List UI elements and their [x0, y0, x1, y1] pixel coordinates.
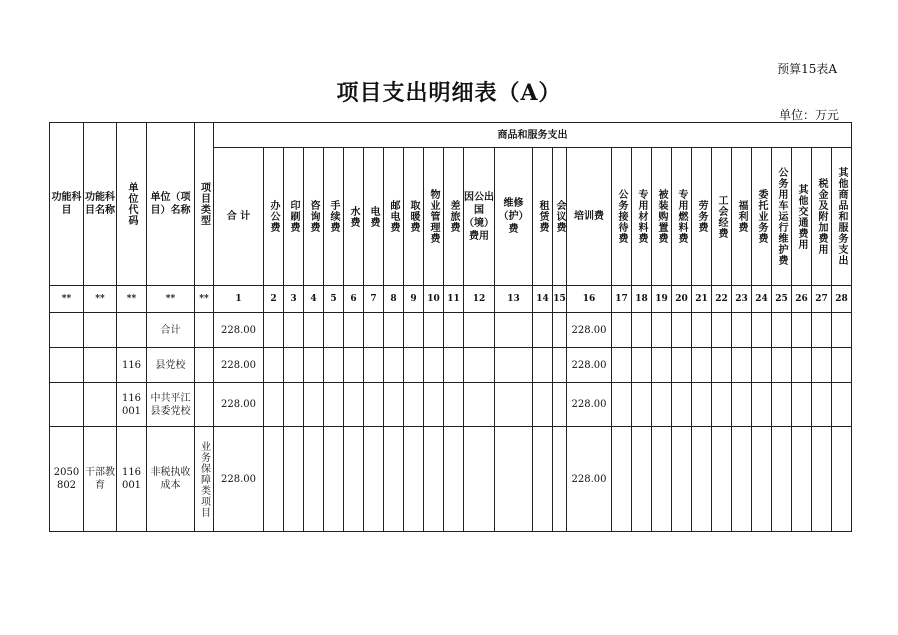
cell-empty [732, 383, 752, 427]
cell-training: 228.00 [567, 427, 612, 532]
cell-empty [612, 383, 632, 427]
cell-empty [533, 313, 553, 348]
cell-total: 228.00 [214, 427, 264, 532]
cell-total: 228.00 [214, 383, 264, 427]
col-item: 物业管理费 [424, 148, 444, 286]
cell-empty [404, 348, 424, 383]
cell-empty [692, 383, 712, 427]
col-number: 10 [424, 286, 444, 313]
cell-empty [612, 313, 632, 348]
col-item: 办公费 [264, 148, 284, 286]
cell-total: 228.00 [214, 313, 264, 348]
cell-empty [553, 348, 567, 383]
cell-empty [652, 348, 672, 383]
col-number: 2 [264, 286, 284, 313]
cell-empty [284, 383, 304, 427]
cell-empty [424, 313, 444, 348]
cell-func-subject [50, 383, 84, 427]
cell-empty [284, 427, 304, 532]
cell-empty [553, 427, 567, 532]
cell-empty [444, 348, 464, 383]
col-item: 被装购置费 [652, 148, 672, 286]
cell-project-type: 业务保障类项目 [195, 427, 214, 532]
cell-empty [533, 383, 553, 427]
col-number: 7 [364, 286, 384, 313]
col-number: 28 [832, 286, 852, 313]
col-number: 14 [533, 286, 553, 313]
cell-empty [364, 383, 384, 427]
cell-empty [692, 348, 712, 383]
cell-empty [344, 313, 364, 348]
cell-empty [792, 427, 812, 532]
col-item: 租赁费 [533, 148, 553, 286]
cell-empty [404, 313, 424, 348]
cell-empty [324, 383, 344, 427]
cell-empty [632, 348, 652, 383]
col-total: 合 计 [214, 148, 264, 286]
col-number: 23 [732, 286, 752, 313]
col-number: 1 [214, 286, 264, 313]
col-item: 水费 [344, 148, 364, 286]
cell-empty [464, 313, 495, 348]
cell-unit-name: 合计 [147, 313, 195, 348]
col-item: 维修（护）费 [495, 148, 533, 286]
cell-unit-code: 116 [117, 348, 147, 383]
col-item: 电费 [364, 148, 384, 286]
cell-empty [304, 427, 324, 532]
cell-empty [404, 427, 424, 532]
cell-empty [495, 383, 533, 427]
cell-empty [692, 427, 712, 532]
cell-empty [672, 383, 692, 427]
cell-empty [792, 313, 812, 348]
col-item: 劳务费 [692, 148, 712, 286]
col-func-subject: 功能科目 [50, 123, 84, 286]
col-item: 公务用车运行维护费 [772, 148, 792, 286]
cell-empty [772, 313, 792, 348]
col-number: 18 [632, 286, 652, 313]
cell-empty [364, 313, 384, 348]
cell-empty [792, 383, 812, 427]
cell-empty [732, 313, 752, 348]
cell-empty [495, 348, 533, 383]
col-number: 16 [567, 286, 612, 313]
col-marker: ** [50, 286, 84, 313]
cell-empty [772, 427, 792, 532]
cell-empty [712, 427, 732, 532]
col-number: 21 [692, 286, 712, 313]
cell-empty [752, 348, 772, 383]
col-item: 差旅费 [444, 148, 464, 286]
cell-training: 228.00 [567, 348, 612, 383]
cell-empty [424, 383, 444, 427]
cell-empty [712, 313, 732, 348]
col-number: 6 [344, 286, 364, 313]
cell-func-subject-name: 干部教育 [84, 427, 117, 532]
cell-empty [533, 348, 553, 383]
col-number: 11 [444, 286, 464, 313]
col-item: 邮电费 [384, 148, 404, 286]
cell-empty [812, 348, 832, 383]
col-project-type: 项目类型 [195, 123, 214, 286]
cell-func-subject-name [84, 313, 117, 348]
cell-empty [632, 383, 652, 427]
cell-empty [712, 383, 732, 427]
cell-empty [652, 383, 672, 427]
cell-training: 228.00 [567, 313, 612, 348]
col-number: 27 [812, 286, 832, 313]
cell-func-subject-name [84, 348, 117, 383]
cell-empty [832, 348, 852, 383]
col-number: 5 [324, 286, 344, 313]
cell-empty [304, 313, 324, 348]
cell-empty [495, 313, 533, 348]
cell-empty [553, 313, 567, 348]
col-marker: ** [84, 286, 117, 313]
cell-empty [832, 427, 852, 532]
cell-empty [812, 313, 832, 348]
cell-project-type [195, 383, 214, 427]
cell-empty [652, 313, 672, 348]
cell-unit-code: 116 001 [117, 427, 147, 532]
col-number: 13 [495, 286, 533, 313]
col-item: 其他交通费用 [792, 148, 812, 286]
cell-empty [404, 383, 424, 427]
cell-empty [464, 427, 495, 532]
col-item: 因公出国（境）费用 [464, 148, 495, 286]
cell-func-subject [50, 348, 84, 383]
col-item: 工会经费 [712, 148, 732, 286]
cell-empty [692, 313, 712, 348]
col-group-goods-services: 商品和服务支出 [214, 123, 852, 148]
col-number: 9 [404, 286, 424, 313]
cell-empty [612, 348, 632, 383]
cell-empty [772, 383, 792, 427]
col-number: 15 [553, 286, 567, 313]
col-number: 12 [464, 286, 495, 313]
cell-empty [752, 313, 772, 348]
cell-empty [364, 427, 384, 532]
col-item: 其他商品和服务支出 [832, 148, 852, 286]
cell-empty [384, 348, 404, 383]
cell-empty [324, 427, 344, 532]
cell-project-type [195, 313, 214, 348]
cell-empty [264, 313, 284, 348]
col-item: 咨询费 [304, 148, 324, 286]
col-item: 公务接待费 [612, 148, 632, 286]
col-func-subject-name: 功能科目名称 [84, 123, 117, 286]
cell-empty [424, 427, 444, 532]
cell-empty [264, 427, 284, 532]
cell-empty [772, 348, 792, 383]
col-item: 专用燃料费 [672, 148, 692, 286]
cell-empty [384, 427, 404, 532]
cell-empty [344, 383, 364, 427]
cell-empty [832, 313, 852, 348]
col-number: 8 [384, 286, 404, 313]
cell-empty [384, 313, 404, 348]
cell-empty [495, 427, 533, 532]
cell-empty [553, 383, 567, 427]
cell-empty [304, 348, 324, 383]
col-number: 20 [672, 286, 692, 313]
cell-empty [732, 348, 752, 383]
cell-empty [672, 348, 692, 383]
doc-code: 预算15表A [777, 62, 837, 76]
cell-empty [444, 313, 464, 348]
cell-empty [444, 427, 464, 532]
col-unit-code: 单位代码 [117, 123, 147, 286]
cell-empty [364, 348, 384, 383]
col-item: 税金及附加费用 [812, 148, 832, 286]
cell-empty [444, 383, 464, 427]
col-marker: ** [117, 286, 147, 313]
cell-unit-name: 中共平江县委党校 [147, 383, 195, 427]
col-item: 印刷费 [284, 148, 304, 286]
cell-empty [344, 348, 364, 383]
cell-empty [424, 348, 444, 383]
col-marker: ** [195, 286, 214, 313]
cell-empty [464, 348, 495, 383]
col-number: 26 [792, 286, 812, 313]
col-number: 4 [304, 286, 324, 313]
cell-empty [832, 383, 852, 427]
cell-empty [792, 348, 812, 383]
cell-unit-name: 县党校 [147, 348, 195, 383]
col-item: 取暖费 [404, 148, 424, 286]
cell-empty [812, 383, 832, 427]
col-unit-name: 单位（项目）名称 [147, 123, 195, 286]
cell-empty [672, 313, 692, 348]
col-number: 22 [712, 286, 732, 313]
col-number: 19 [652, 286, 672, 313]
cell-empty [324, 313, 344, 348]
cell-unit-code [117, 313, 147, 348]
cell-empty [384, 383, 404, 427]
cell-empty [612, 427, 632, 532]
cell-total: 228.00 [214, 348, 264, 383]
cell-empty [284, 313, 304, 348]
cell-empty [752, 383, 772, 427]
cell-unit-name: 非税执收成本 [147, 427, 195, 532]
cell-empty [304, 383, 324, 427]
cell-empty [284, 348, 304, 383]
cell-empty [324, 348, 344, 383]
col-item: 委托业务费 [752, 148, 772, 286]
col-number: 24 [752, 286, 772, 313]
col-item: 福利费 [732, 148, 752, 286]
page-title: 项目支出明细表（A） [336, 80, 562, 106]
col-number: 25 [772, 286, 792, 313]
cell-empty [812, 427, 832, 532]
cell-empty [672, 427, 692, 532]
cell-empty [264, 383, 284, 427]
cell-empty [632, 427, 652, 532]
cell-empty [752, 427, 772, 532]
cell-empty [652, 427, 672, 532]
col-marker: ** [147, 286, 195, 313]
col-item: 会议费 [553, 148, 567, 286]
expenditure-table [49, 122, 852, 532]
cell-empty [632, 313, 652, 348]
cell-training: 228.00 [567, 383, 612, 427]
col-item: 专用材料费 [632, 148, 652, 286]
col-number: 17 [612, 286, 632, 313]
unit-label: 单位：万元 [778, 108, 839, 122]
col-number: 3 [284, 286, 304, 313]
cell-func-subject-name [84, 383, 117, 427]
cell-empty [732, 427, 752, 532]
col-item: 手续费 [324, 148, 344, 286]
cell-empty [712, 348, 732, 383]
cell-func-subject [50, 313, 84, 348]
cell-empty [533, 427, 553, 532]
col-item: 培训费 [567, 148, 612, 286]
cell-func-subject: 2050 802 [50, 427, 84, 532]
cell-empty [464, 383, 495, 427]
cell-unit-code: 116 001 [117, 383, 147, 427]
cell-empty [264, 348, 284, 383]
cell-project-type [195, 348, 214, 383]
cell-empty [344, 427, 364, 532]
